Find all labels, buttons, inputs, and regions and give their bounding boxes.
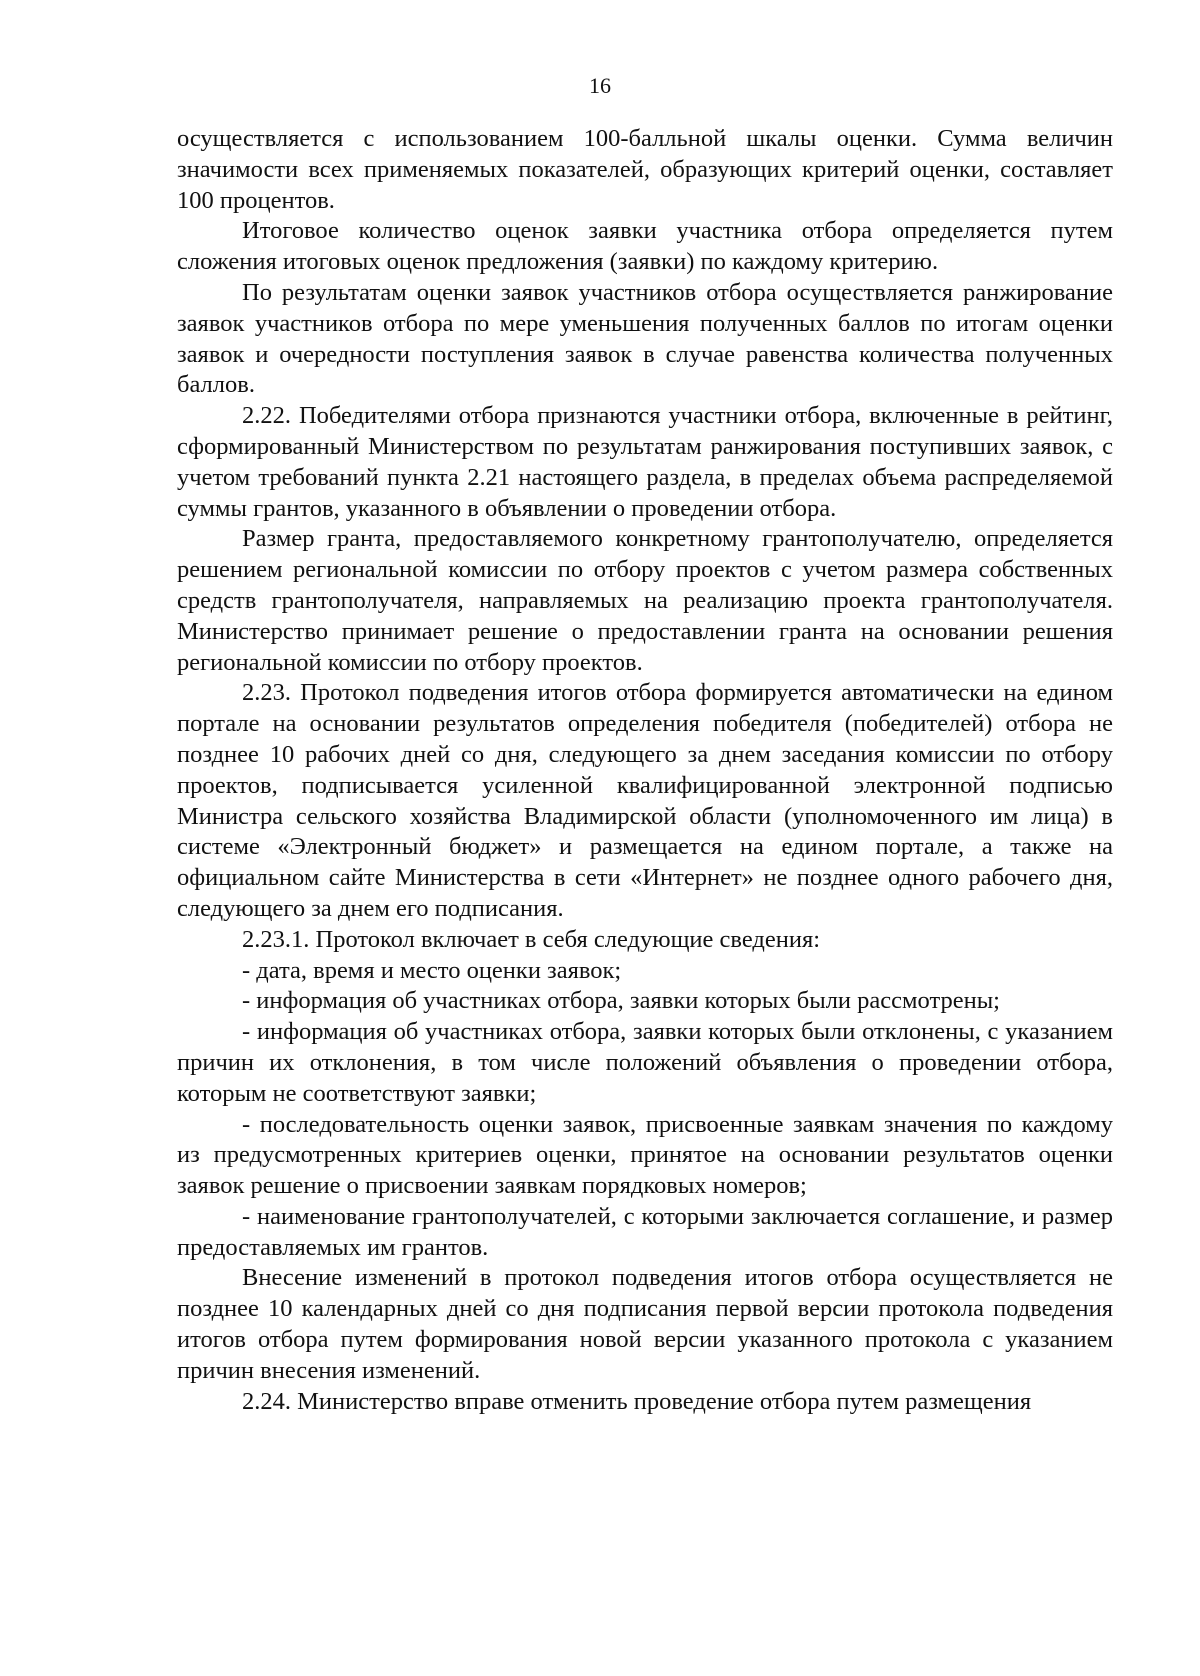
paragraph-2-23-1-contents: 2.23.1. Протокол включает в себя следующие сведения: xyxy=(242,925,821,953)
page-number: 16 xyxy=(589,73,611,98)
paragraph-2-24-cancellation: 2.24. Министерство вправе отменить проведение отбора путем размещения xyxy=(242,1387,1032,1415)
list-item-evaluation-sequence: - последовательность оценки заявок, присвоенные заявкам значения по каждому из предусмотренных критериев оценки, принятое на основании результатов оценки заявок решение о присвоении заявкам порядковых номеров; xyxy=(177,1110,1113,1200)
paragraph-2-23-protocol: 2.23. Протокол подведения итогов отбора формируется автоматически на едином портале на основании результатов определения победителя (победителей) отбора не позднее 10 рабочих дней со дня, следующего за днем заседания комиссии по отбору проектов, подписывается усиленной квалифицированной электронной подписью Министра сельского хозяйства Владимирской области (уполномоченного им лица) в системе «Электронный бюджет» и размещается на едином портале, а также на официальном сайте Министерства в сети «Интернет» не позднее одного рабочего дня, следующего за днем его подписания. xyxy=(177,679,1113,922)
list-item-reviewed-applications: - информация об участниках отбора, заявки которых были рассмотрены; xyxy=(242,987,1000,1015)
paragraph-ranking: По результатам оценки заявок участников отбора осуществляется ранжирование заявок участников отбора по мере уменьшения полученных баллов по итогам оценки заявок и очередности поступления заявок в случае равенства количества полученных баллов. xyxy=(177,278,1113,399)
paragraph-scale-continuation: осуществляется с использованием 100-балльной шкалы оценки. Сумма величин значимости всех применяемых показателей, образующих критерий оценки, составляет 100 процентов. xyxy=(177,125,1113,214)
document-body xyxy=(177,124,1113,1417)
paragraph-grant-size: Размер гранта, предоставляемого конкретному грантополучателю, определяется решением региональной комиссии по отбору проектов с учетом размера собственных средств грантополучателя, направляемых на реализацию проекта грантополучателя. Министерство принимает решение о предоставлении гранта на основании решения региональной комиссии по отбору проектов. xyxy=(177,525,1113,676)
paragraph-protocol-amendments: Внесение изменений в протокол подведения итогов отбора осуществляется не позднее 10 календарных дней со дня подписания первой версии протокола подведения итогов отбора путем формирования новой версии указанного протокола с указанием причин внесения изменений. xyxy=(177,1264,1113,1384)
list-item-rejected-applications: - информация об участниках отбора, заявки которых были отклонены, с указанием причин их отклонения, в том числе положений объявления о проведении отбора, которым не соответствуют заявки; xyxy=(177,1018,1113,1107)
list-item-date-time-place: - дата, время и место оценки заявок; xyxy=(242,956,622,984)
paragraph-total-score: Итоговое количество оценок заявки участника отбора определяется путем сложения итоговых оценок предложения (заявки) по каждому критерию. xyxy=(177,217,1113,276)
list-item-grant-recipients: - наименование грантополучателей, с которыми заключается соглашение, и размер предоставляемых им грантов. xyxy=(177,1202,1113,1261)
paragraph-2-22-winners: 2.22. Победителями отбора признаются участники отбора, включенные в рейтинг, сформированный Министерством по результатам ранжирования поступивших заявок, с учетом требований пункта 2.21 настоящего раздела, в пределах объема распределяемой суммы грантов, указанного в объявлении о проведении отбора. xyxy=(177,402,1113,522)
